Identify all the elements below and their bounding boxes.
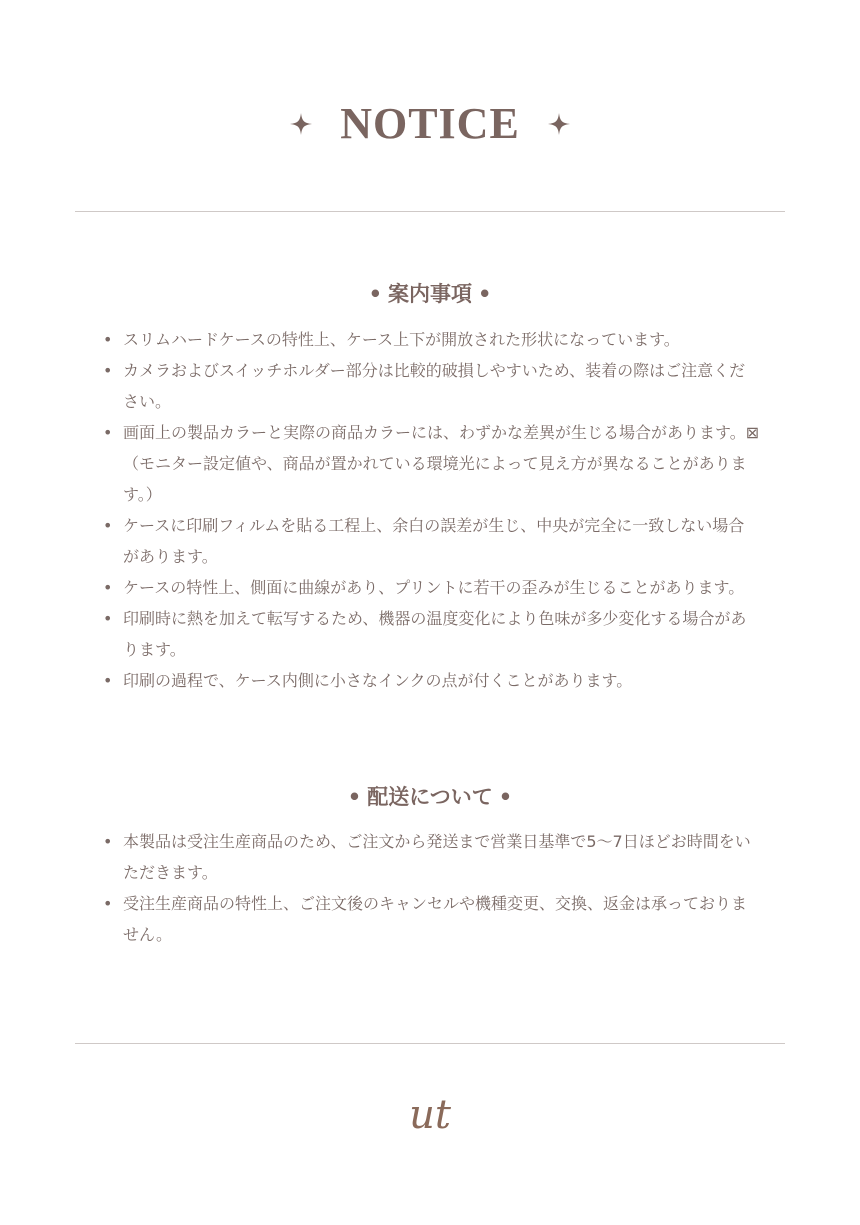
list-item-text: 印刷の過程で、ケース内側に小さなインクの点が付くことがあります。 <box>123 671 633 690</box>
list-item <box>100 355 760 417</box>
list-item <box>100 603 760 665</box>
list-item <box>100 324 760 355</box>
bullet: • <box>103 330 113 349</box>
bullet: • <box>103 423 113 442</box>
list-item-text: スリムハードケースの特性上、ケース上下が開放された形状になっています。 <box>123 330 680 349</box>
section-heading-shipping <box>0 782 860 812</box>
list-item <box>100 572 760 603</box>
bullet: • <box>103 894 113 913</box>
list-item <box>100 417 760 510</box>
heading-dot: • <box>368 282 382 306</box>
bullet: • <box>103 609 113 628</box>
sparkle-icon <box>290 113 312 135</box>
list-item-text: 本製品は受注生産商品のため、ご注文から発送まで営業日基準で5〜7日ほどお時間をいただきます。 <box>123 832 751 882</box>
list-item <box>100 665 760 696</box>
list-item-text: ケースに印刷フィルムを貼る工程上、余白の誤差が生じ、中央が完全に一致しない場合があります。 <box>123 516 745 566</box>
heading-dot: • <box>478 282 492 306</box>
notice-header <box>0 92 860 156</box>
bottom-divider <box>75 1043 785 1044</box>
section-heading-text: 案内事項 <box>388 282 472 306</box>
top-divider <box>75 211 785 212</box>
list-item <box>100 826 760 888</box>
heading-dot: • <box>347 785 362 809</box>
bullet: • <box>103 578 113 597</box>
bullet: • <box>103 516 113 535</box>
brand-logo: ut <box>409 1092 451 1138</box>
guidance-list <box>100 324 760 696</box>
list-item-text: カメラおよびスイッチホルダー部分は比較的破損しやすいため、装着の際はご注意ください。 <box>123 361 746 411</box>
sparkle-icon <box>548 113 570 135</box>
section-heading-guidance <box>0 279 860 309</box>
list-item-text: 画面上の製品カラーと実際の商品カラーには、わずかな差異が生じる場合があります。⊠（モニター設定値や、商品が置かれている環境光によって見え方が異なることがあります。） <box>123 423 760 504</box>
shipping-list <box>100 826 760 950</box>
list-item <box>100 888 760 950</box>
list-item-text: 受注生産商品の特性上、ご注文後のキャンセルや機種変更、交換、返金は承っておりません。 <box>123 894 748 944</box>
section-heading-text: 配送について <box>367 785 493 809</box>
bullet: • <box>103 361 113 380</box>
list-item <box>100 510 760 572</box>
page-title: NOTICE <box>340 99 520 148</box>
heading-dot: • <box>498 785 513 809</box>
list-item-text: ケースの特性上、側面に曲線があり、プリントに若干の歪みが生じることがあります。 <box>123 578 745 597</box>
bullet: • <box>103 671 113 690</box>
bullet: • <box>103 832 113 851</box>
list-item-text: 印刷時に熱を加えて転写するため、機器の温度変化により色味が多少変化する場合があります。 <box>123 609 747 659</box>
